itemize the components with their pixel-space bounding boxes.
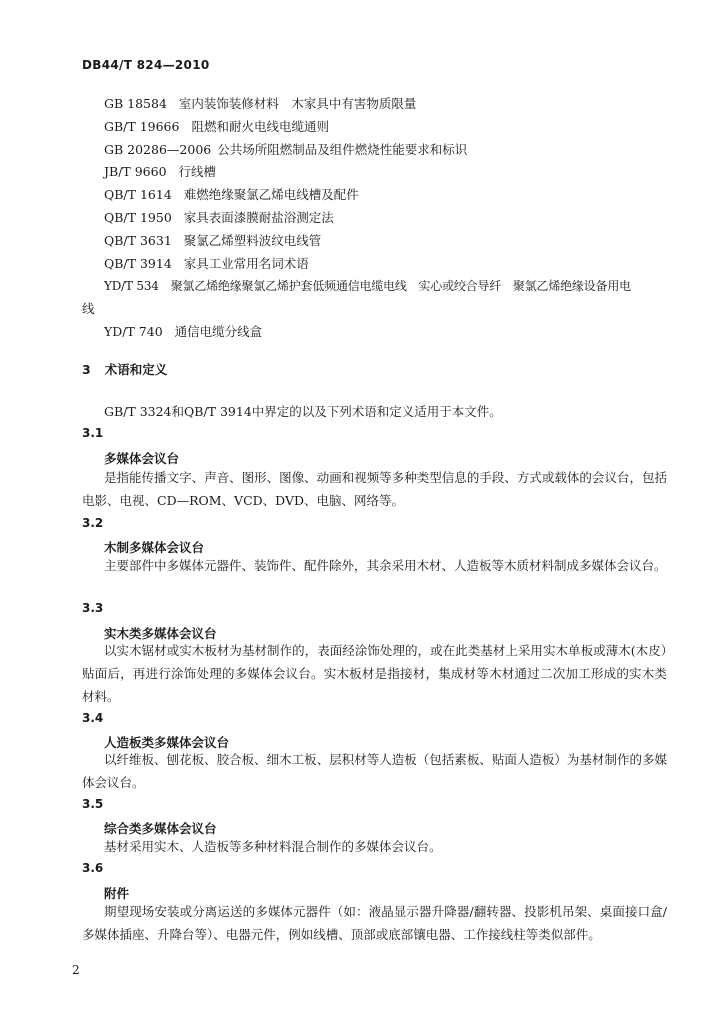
section-title: 术语和定义: [104, 362, 168, 377]
reference-code: GB 18584: [104, 96, 167, 111]
term-definition: 主要部件中多媒体元器件、装饰件、配件除外，其余采用木材、人造板等木质材料制成多媒体会议台。: [104, 558, 667, 573]
reference-item: [104, 184, 664, 207]
reference-item: [104, 139, 664, 162]
document-code: DB44/T 824—2010: [82, 58, 210, 72]
reference-item: [104, 253, 664, 276]
term-number: 3.3: [82, 601, 104, 615]
reference-title-continuation: 线: [82, 301, 95, 317]
reference-item: [104, 116, 664, 139]
reference-item: [104, 321, 664, 344]
reference-item: [104, 230, 664, 253]
page-number: 2: [72, 963, 80, 977]
term-name: 实木类多媒体会议台: [104, 626, 217, 641]
section-number: 3: [82, 362, 91, 377]
term-definition: 期望现场安装或分离运送的多媒体元器件（如：液晶显示器升降器/翻转器、投影机吊架、桌面接口盒/多媒体插座、升降台等）、电器元件，例如线槽、顶部或底部镶电器、工作接线柱等类似部件。: [82, 904, 667, 942]
term-number: 3.1: [82, 426, 104, 440]
term-definition: 以纤维板、刨花板、胶合板、细木工板、层积材等人造板（包括素板、贴面人造板）为基材制作的多媒体会议台。: [82, 752, 667, 790]
section-heading: [82, 360, 167, 378]
reference-item: [104, 275, 664, 298]
term-number: 3.2: [82, 516, 104, 530]
term-number: 3.5: [82, 797, 104, 811]
term-name: 木制多媒体会议台: [104, 540, 205, 555]
reference-code: QB/T 3631: [104, 232, 172, 248]
reference-title: 聚氯乙烯绝缘聚氯乙烯护套低频通信电缆电线 实心或绞合导纤 聚氯乙烯绝缘设备用电: [170, 279, 631, 294]
term-name: 人造板类多媒体会议台: [104, 735, 230, 750]
reference-title: 聚氯乙烯塑料波纹电线管: [183, 232, 322, 248]
term-number: 3.4: [82, 711, 104, 725]
term-definition: 是指能传播文字、声音、图形、图像、动画和视频等多种类型信息的手段、方式或载体的会议台，包括电影、电视、CD—ROM、VCD、DVD、电脑、网络等。: [82, 470, 667, 508]
reference-continuation: [82, 298, 664, 321]
reference-title: 家具表面漆膜耐盐浴测定法: [183, 209, 334, 225]
reference-item: [104, 207, 664, 230]
reference-title: 室内装饰装修材料 木家具中有害物质限量: [178, 96, 417, 111]
reference-title: 家具工业常用名词术语: [183, 255, 309, 271]
reference-code: GB/T 19666: [104, 118, 180, 134]
reference-title: 公共场所阻燃制品及组件燃烧性能要求和标识: [217, 141, 468, 157]
reference-code: QB/T 1950: [104, 209, 172, 225]
reference-title: 阻燃和耐火电线电缆通则: [191, 118, 329, 134]
term-definition: 以实木锯材或实木板材为基材制作的，表面经涂饰处理的，或在此类基材上采用实木单板或薄木(木皮）贴面后，再进行涂饰处理的多媒体会议台。实木板材是指接材，集成材等木材通过二次加工形成的实木类材料。: [82, 643, 667, 704]
section-intro: GB/T 3324和QB/T 3914中界定的以及下列术语和定义适用于本文件。: [104, 404, 502, 419]
term-name: 综合类多媒体会议台: [104, 821, 217, 836]
reference-title: 难燃绝缘聚氯乙烯电线槽及配件: [183, 187, 359, 203]
reference-item: [104, 161, 664, 184]
reference-code: GB 20286—2006: [104, 141, 212, 157]
reference-code: YD/T 740: [104, 323, 163, 339]
term-definition: 基材采用实木、人造板等多种材料混合制作的多媒体会议台。: [104, 839, 442, 854]
term-name: 附件: [104, 886, 130, 901]
reference-code: QB/T 1614: [104, 187, 172, 203]
term-name: 多媒体会议台: [104, 451, 180, 466]
normative-references-list: [82, 93, 664, 344]
reference-code: JB/T 9660: [104, 164, 167, 180]
reference-code: YD/T 534: [104, 279, 159, 294]
reference-code: QB/T 3914: [104, 255, 172, 271]
reference-item: [104, 93, 664, 116]
reference-title: 通信电缆分线盒: [174, 323, 263, 339]
reference-title: 行线槽: [178, 164, 217, 180]
term-number: 3.6: [82, 861, 104, 875]
